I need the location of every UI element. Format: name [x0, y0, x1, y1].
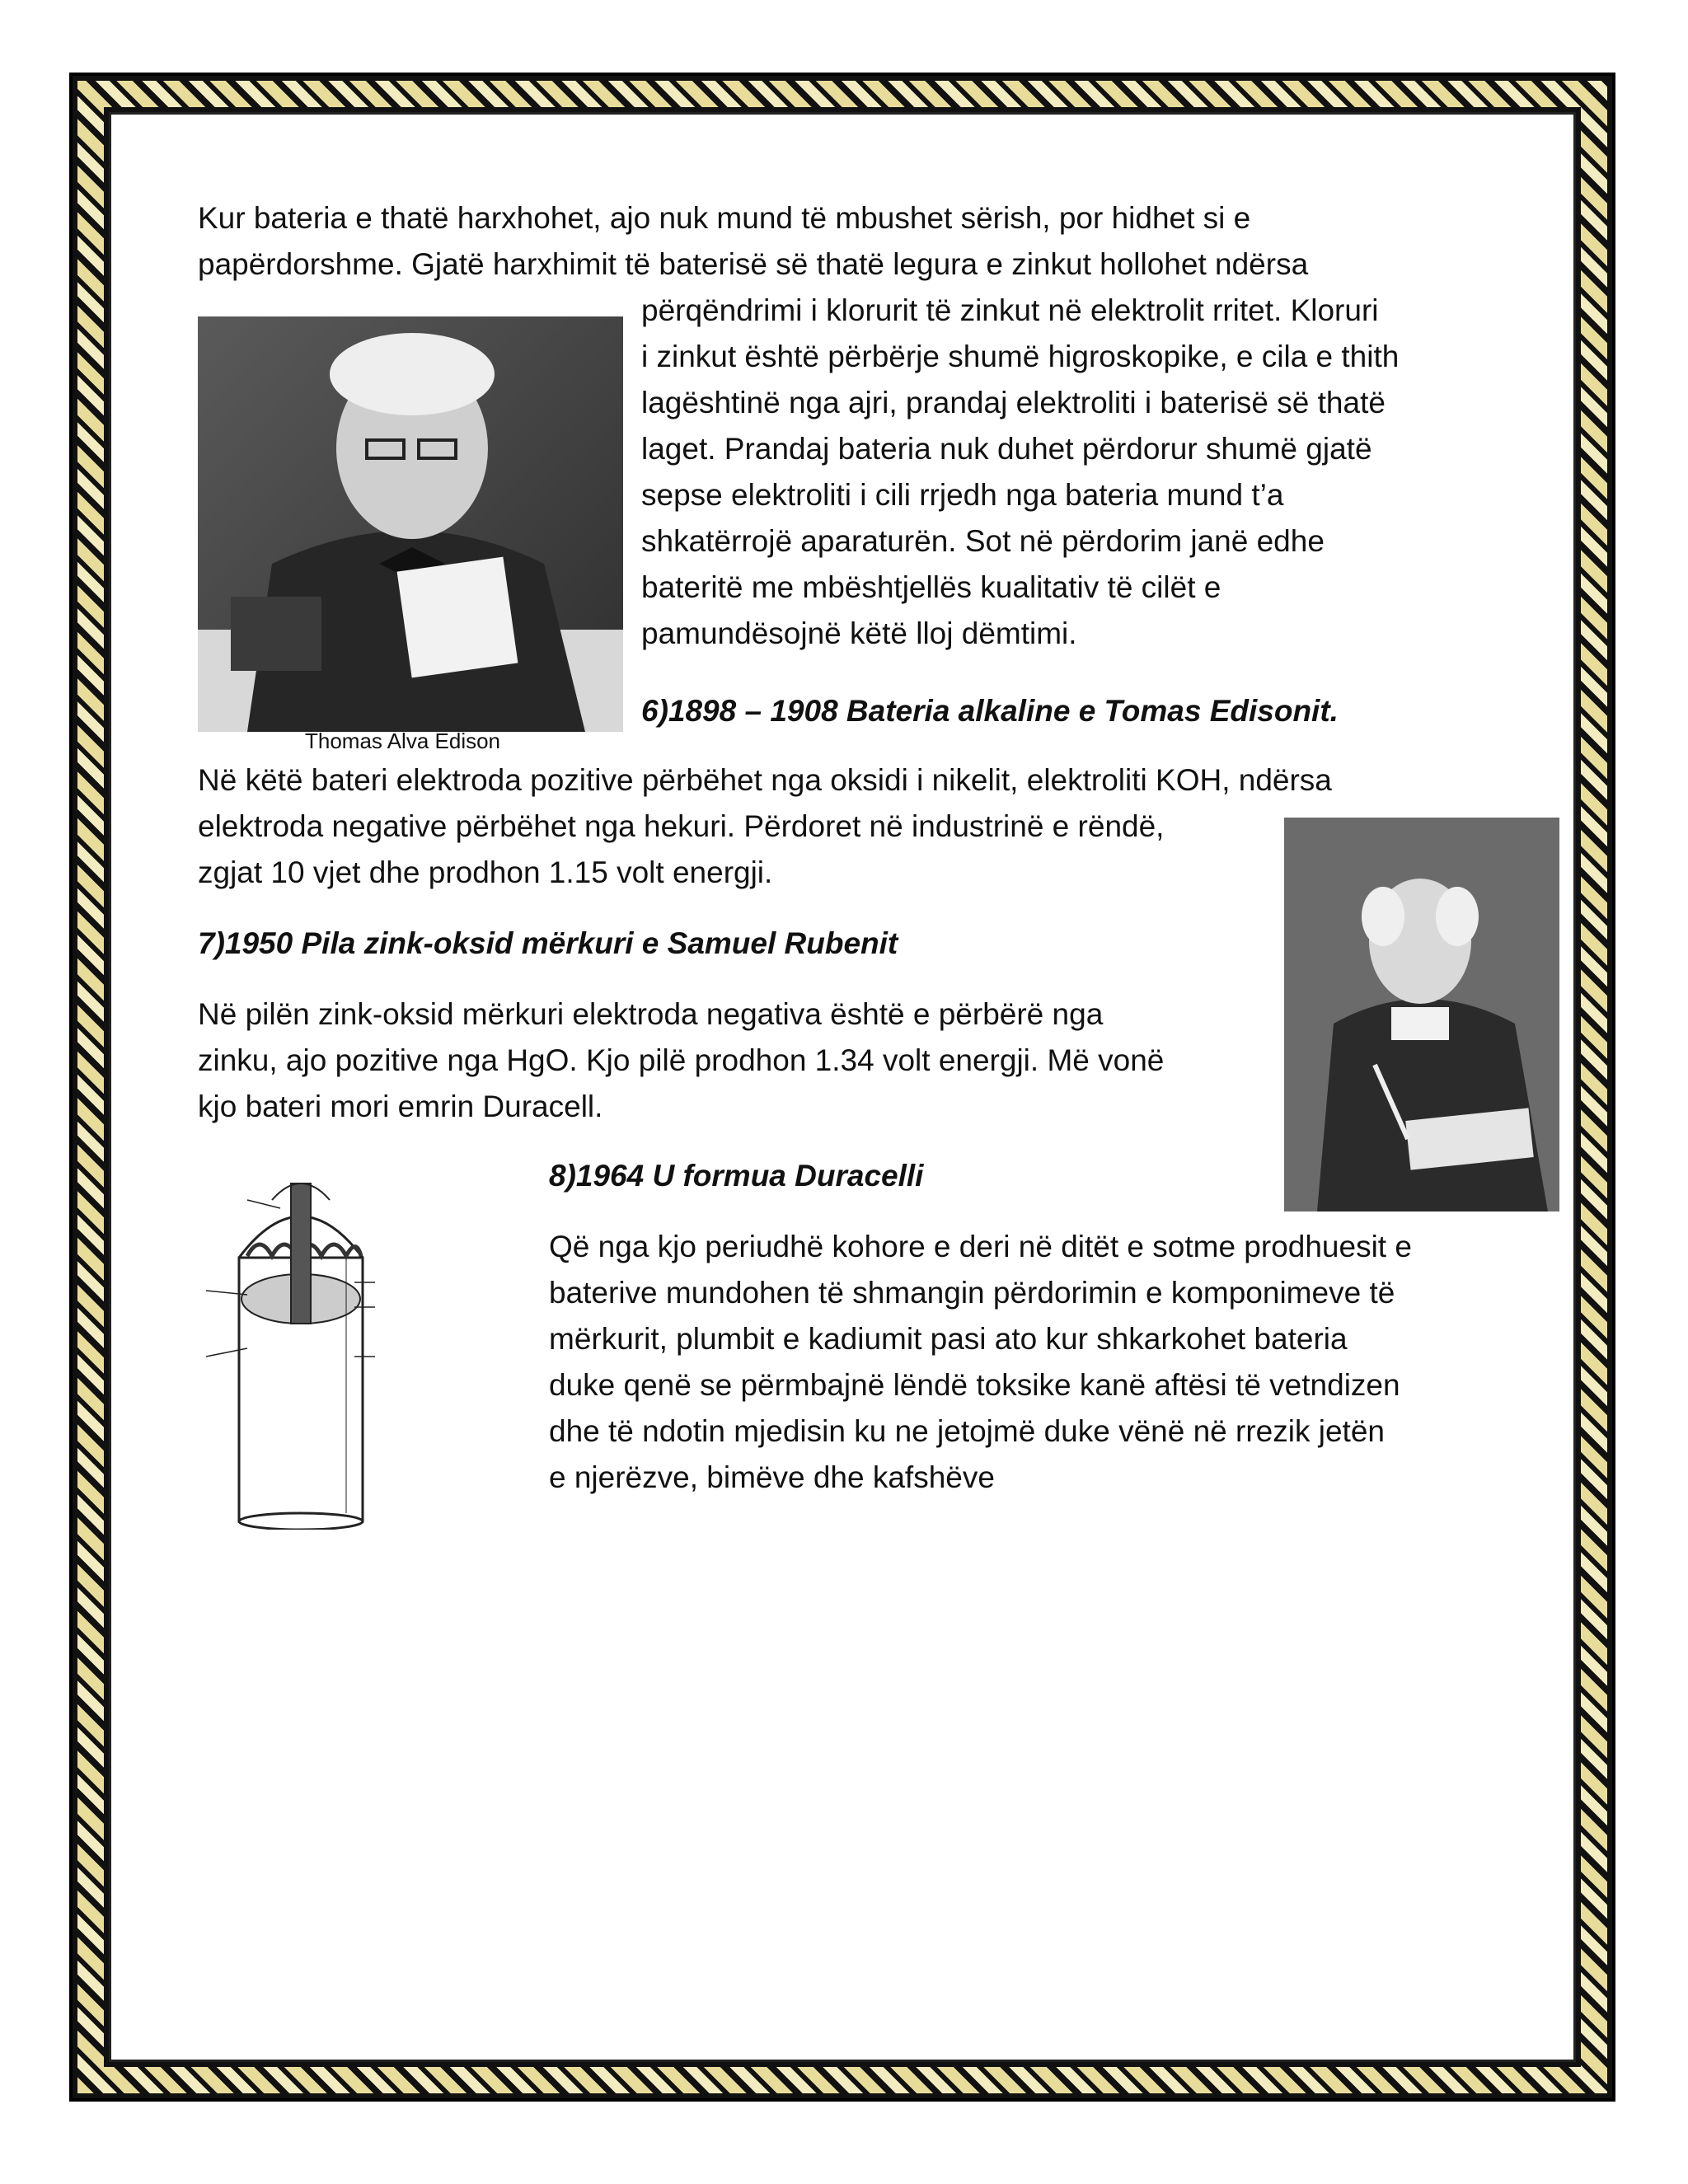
paragraph-line: laget. Prandaj bateria nuk duhet përdorur shumë gjatë: [641, 432, 1372, 466]
paragraph-line: papërdorshme. Gjatë harxhimit të baterisë së thatë legura e zinkut hollohet ndërsa: [198, 247, 1309, 281]
paragraph-line: Që nga kjo periudhë kohore e deri në ditët e sotme prodhuesit e: [549, 1230, 1412, 1263]
paragraph-line: pamundësojnë këtë lloj dëmtimi.: [641, 616, 1077, 650]
paragraph-line: dhe të ndotin mjedisin ku ne jetojmë duke vënë në rrezik jetën: [549, 1414, 1385, 1448]
rubens-photo: [1284, 818, 1559, 1212]
paragraph-line: Në pilën zink-oksid mërkuri elektroda negativa është e përbërë nga: [198, 997, 1104, 1031]
paragraph-line: duke qenë se përmbajnë lëndë toksike kanë aftësi të vetndizen: [549, 1368, 1400, 1402]
paragraph-line: lagështinë nga ajri, prandaj elektroliti i baterisë së thatë: [641, 386, 1386, 419]
photo-caption: Thomas Alva Edison: [305, 729, 501, 753]
paragraph-line: Kur bateria e thatë harxhohet, ajo nuk mund të mbushet sërish, por hidhet si e: [198, 201, 1251, 235]
paragraph-line: Në këtë bateri elektroda pozitive përbëhet nga oksidi i nikelit, elektroliti KOH, ndërsa: [198, 763, 1332, 797]
portrait-photo-icon: [1284, 818, 1559, 1212]
edison-photo: [198, 316, 623, 732]
section-heading: 6)1898 – 1908 Bateria alkaline e Tomas Edisonit.: [641, 694, 1339, 728]
paragraph-line: baterive mundohen të shmangin përdorimin e komponimeve të: [549, 1276, 1395, 1310]
battery-diagram: [198, 1151, 379, 1530]
paragraph-line: përqëndrimi i klorurit të zinkut në elektrolit rritet. Kloruri: [641, 293, 1379, 327]
portrait-photo-icon: [198, 316, 623, 732]
paragraph-line: sepse elektroliti i cili rrjedh nga bateria mund t’a: [641, 478, 1284, 512]
paragraph-line: i zinkut është përbërje shumë higroskopike, e cila e thith: [641, 340, 1400, 373]
paragraph-line: e njerëzve, bimëve dhe kafshëve: [549, 1460, 995, 1494]
battery-cross-section-icon: [198, 1151, 379, 1530]
paragraph-line: kjo bateri mori emrin Duracell.: [198, 1090, 603, 1123]
paragraph-line: zinku, ajo pozitive nga HgO. Kjo pilë prodhon 1.34 volt energji. Më vonë: [198, 1043, 1165, 1077]
section-heading: 7)1950 Pila zink-oksid mërkuri e Samuel Rubenit: [198, 926, 898, 960]
paragraph-line: elektroda negative përbëhet nga hekuri. Përdoret në industrinë e rëndë,: [198, 809, 1165, 843]
section-heading: 8)1964 U formua Duracelli: [549, 1159, 924, 1193]
paragraph-line: mërkurit, plumbit e kadiumit pasi ato kur shkarkohet bateria: [549, 1322, 1348, 1356]
paragraph-line: zgjat 10 vjet dhe prodhon 1.15 volt energji.: [198, 855, 773, 889]
paragraph-line: shkatërrojë aparaturën. Sot në përdorim janë edhe: [641, 524, 1325, 558]
paragraph-line: bateritë me mbështjellës kualitativ të cilët e: [641, 570, 1221, 604]
